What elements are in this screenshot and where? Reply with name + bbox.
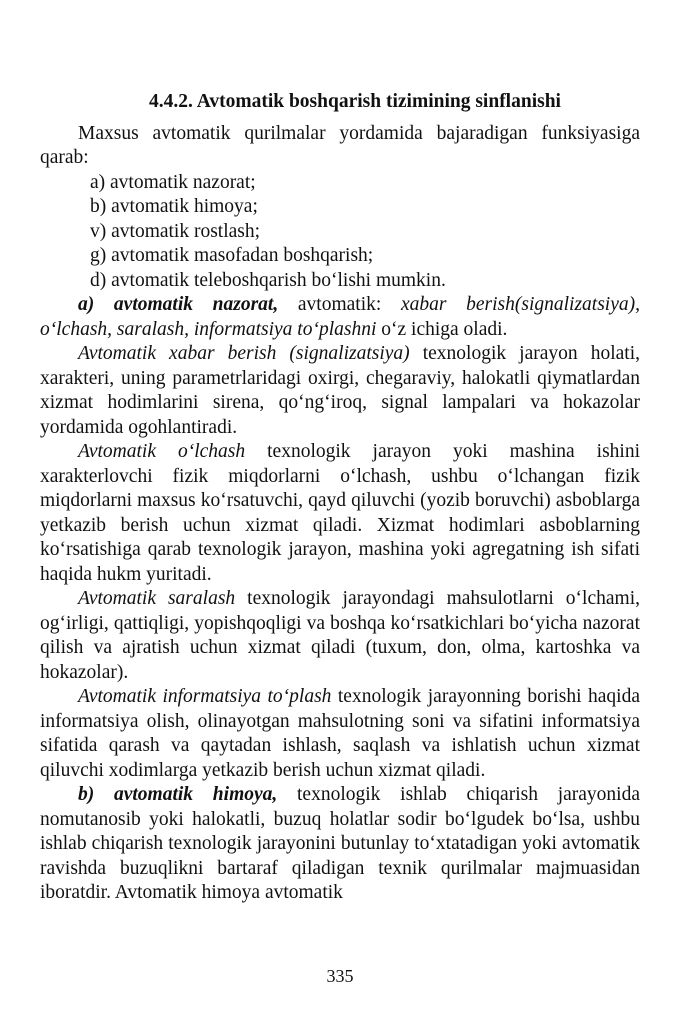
page-number: 335 (326, 966, 354, 986)
list-item-d: d) avtomatik teleboshqarish bo‘lishi mumkin. (90, 269, 446, 291)
paragraph-olchash: Avtomatik o‘lchash texnologik jarayon yoki mashina ishini xarakterlovchi fizik miqdorlarni o‘lchash, ushbu o‘lchangan fizik miqdorlarni maxsus ko‘rsatuvchi, qayd qiluvchi (yozib boruvchi) asboblarga yetkazib berish uchun xizmat qiladi. Xizmat hodimlari asboblarning ko‘rsatishiga qarab texnologik jarayon, mashina yoki agregatning ish sifati haqida hukm yuritadi. (40, 441, 641, 585)
page-text (40, 90, 640, 906)
paragraph-avtomatik-nazorat: a) avtomatik nazorat, avtomatik: xabar berish(signalizatsiya), o‘lchash, saralash, informatsiya to‘plashni o‘z ichiga oladi. (40, 294, 640, 340)
term-avtomatik-himoya: b) avtomatik himoya, (78, 784, 278, 805)
term-informatsiya: Avtomatik informatsiya to‘plash (78, 686, 332, 707)
italic-terms: xabar berish(signalizatsiya), o‘lchash, saralash, informatsiya to‘plashni (40, 294, 640, 340)
term-saralash: Avtomatik saralash (78, 588, 236, 609)
term-olchash: Avtomatik o‘lchash (78, 441, 246, 462)
list-item-v: v) avtomatik rostlash; (90, 220, 261, 242)
intro-paragraph: Maxsus avtomatik qurilmalar yordamida bajaradigan funksiyasiga qarab: (40, 122, 640, 168)
term-avtomatik-nazorat: a) avtomatik nazorat, (78, 294, 279, 315)
list-item-b: b) avtomatik himoya; (90, 196, 258, 217)
paragraph-avtomatik-himoya: b) avtomatik himoya, texnologik ishlab chiqarish jarayonida nomutanosib yoki halokatli, buzuq holatlar sodir bo‘lgudek bo‘lsa, ushbu ishlab chiqarish texnologik jarayonini butunlay to‘xtatadigan yoki avtomatik ravishda buzuqlikni bartaraf qiladigan texnik qurilmalar majmuasidan iboratdir. Avtomatik himoya avtomatik (40, 784, 640, 903)
paragraph-saralash: Avtomatik saralash texnologik jarayondagi mahsulotlarni o‘lchami, og‘irligi, qattiqligi, yopishqoqligi va boshqa ko‘rsatkichlari bo‘yicha nazorat qilish va ajratish uchun xizmat qiladi (tuxum, don, olma, kartoshka va hokazolar). (40, 588, 640, 683)
section-heading: 4.4.2. Avtomatik boshqarish tizimining sinflanishi (149, 91, 561, 112)
list-item-a: a) avtomatik nazorat; (90, 171, 256, 193)
paragraph-informatsiya: Avtomatik informatsiya to‘plash texnologik jarayonning borishi haqida informatsiya olish, olinayotgan mahsulotning soni va sifatini informatsiya sifatida qarash va qaytadan ishlash, saqlash va ishlatish uchun xizmat qiluvchi xodimlarga yetkazib berish uchun xizmat qiladi. (40, 686, 640, 781)
list-item-g: g) avtomatik masofadan boshqarish; (90, 245, 374, 266)
term-xabar-berish: Avtomatik xabar berish (signalizatsiya) (78, 343, 410, 364)
paragraph-xabar-berish: Avtomatik xabar berish (signalizatsiya) texnologik jarayon holati, xarakteri, uning parametrlaridagi oxirgi, chegaraviy, halokatli qiymatlardan xizmat hodimlarini sirena, qo‘ng‘iroq, signal lampalari va hokazolar yordamida ogohlantiradi. (40, 343, 640, 438)
